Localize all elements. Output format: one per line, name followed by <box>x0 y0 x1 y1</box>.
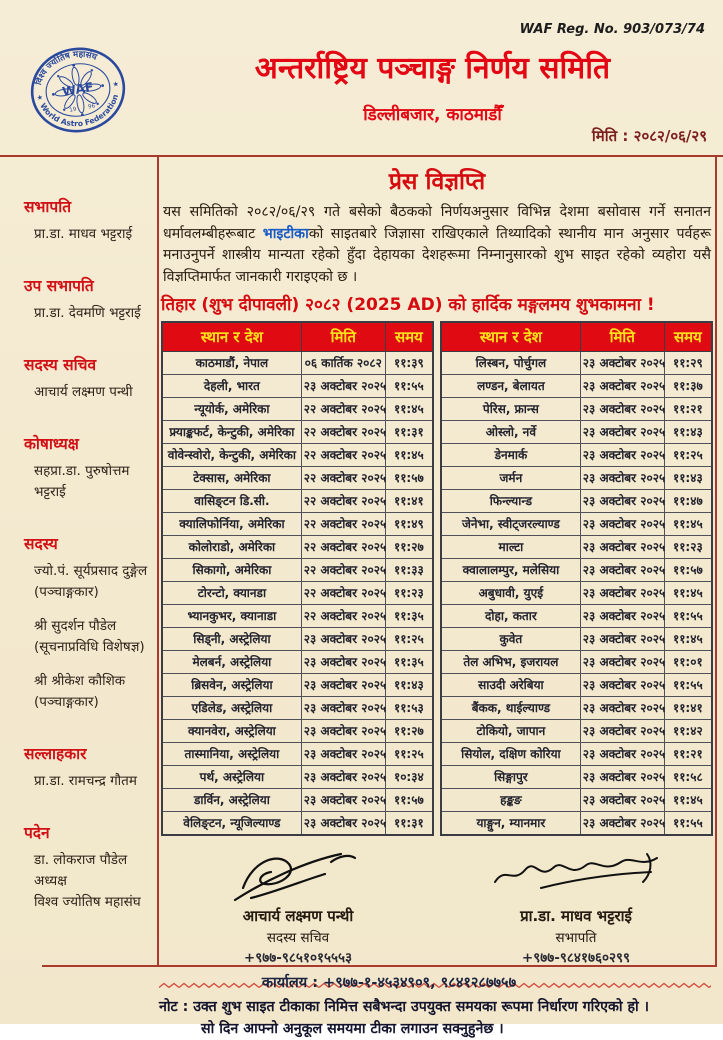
schedule-tables <box>161 321 713 836</box>
table-cell: लिस्बन, पोर्चुगल <box>441 352 580 375</box>
secretary-role: सदस्य सचिव <box>266 930 330 946</box>
bhaitika-highlight: भाइटीका <box>262 225 309 242</box>
header-date: मिति : २०८२/०६/२९ <box>591 127 707 145</box>
table-cell: ११:२७ <box>385 720 433 743</box>
sidebar-section-heading: सभापति <box>24 198 72 216</box>
sidebar-section <box>24 821 149 913</box>
table-cell: २३ अक्टोबर २०२५ <box>301 697 385 720</box>
logo-waf-text: WAF <box>61 78 95 100</box>
table-cell: टोरन्टो, क्यानडा <box>162 582 301 605</box>
sidebar-section-heading: सदस्य <box>24 535 58 553</box>
table-cell: २३ अक्टोबर २०२५ <box>580 605 664 628</box>
table-cell: ११:५५ <box>664 605 712 628</box>
sidebar-member-group <box>34 671 149 713</box>
table-cell: काठमाडौं, नेपाल <box>162 352 301 375</box>
table-cell: ११:३७ <box>664 375 712 398</box>
table-cell: ११:२५ <box>385 743 433 766</box>
sidebar-member-line: श्री श्रीकेश कौशिक <box>34 673 126 689</box>
signature-row <box>159 848 715 966</box>
table-cell: २३ अक्टोबर २०२५ <box>580 812 664 836</box>
table-row <box>162 766 433 789</box>
table-cell: ११:४३ <box>664 421 712 444</box>
column-header: मिति <box>301 322 385 352</box>
table-cell: ११:२५ <box>385 628 433 651</box>
table-row <box>441 605 712 628</box>
table-row <box>162 720 433 743</box>
table-cell: मेलबर्न, अस्ट्रेलिया <box>162 651 301 674</box>
table-cell: तेल अभिभ, इजरायल <box>441 651 580 674</box>
table-cell: वासिङ्टन डि.सी. <box>162 490 301 513</box>
sidebar-member-line: आचार्य लक्ष्मण पन्थी <box>34 384 133 400</box>
table-cell: २३ अक्टोबर २०२५ <box>580 720 664 743</box>
table-cell: फ्र्याङ्कफर्ट, केन्टुकी, अमेरिका <box>162 421 301 444</box>
table-cell: साउदी अरेबिया <box>441 674 580 697</box>
sidebar-member-line: प्रा.डा. देवमणि भट्टराई <box>34 305 141 321</box>
sidebar-member-group <box>34 850 149 913</box>
table-cell: ११:५५ <box>385 375 433 398</box>
table-row <box>162 605 433 628</box>
table-cell: जेनेभा, स्वीट्जरल्याण्ड <box>441 513 580 536</box>
body-text-before: यस समितिको २०८२/०६/२९ गते बसेको बैठकको निर्णयअनुसार विभिन्न देशमा बसोवास गर्ने सनातन धर्मावलम्बीहरूबाट <box>163 204 711 242</box>
table-cell: २२ अक्टोबर २०२५ <box>301 582 385 605</box>
column-header: समय <box>664 322 712 352</box>
table-cell: दोहा, कतार <box>441 605 580 628</box>
table-cell: २३ अक्टोबर २०२५ <box>580 421 664 444</box>
table-cell: २३ अक्टोबर २०२५ <box>580 628 664 651</box>
table-cell: ११:४५ <box>664 513 712 536</box>
table-cell: ११:४९ <box>385 513 433 536</box>
table-cell: एडिलेड, अस्ट्रेलिया <box>162 697 301 720</box>
tihar-greeting: तिहार (शुभ दीपावली) २०८२ (2025 AD) को हार्दिक मङ्गलमय शुभकामना ! <box>161 295 655 315</box>
secretary-name: आचार्य लक्ष्मण पन्थी <box>242 907 354 925</box>
sidebar-member-line: ज्यो.पं. सूर्यप्रसाद दुङ्गेल <box>34 563 148 579</box>
table-cell: २३ अक्टोबर २०२५ <box>580 674 664 697</box>
table-cell: ११:४२ <box>664 720 712 743</box>
table-cell: ११:५५ <box>664 812 712 836</box>
table-cell: २३ अक्टोबर २०२५ <box>301 720 385 743</box>
table-row <box>441 812 712 836</box>
table-cell: २३ अक्टोबर २०२५ <box>580 651 664 674</box>
right-border <box>715 155 717 965</box>
sidebar-section <box>24 532 149 713</box>
sidebar-member-line: प्रा.डा. माधव भट्टराई <box>34 226 133 242</box>
table-cell: ११:३५ <box>385 605 433 628</box>
sidebar-member-line: सहप्रा.डा. पुरुषोत्तम भट्टराई <box>34 463 130 500</box>
sidebar-member-line: श्री सुदर्शन पौडेल <box>34 618 117 634</box>
table-row <box>441 651 712 674</box>
table-cell: टेक्सास, अमेरिका <box>162 467 301 490</box>
table-cell: देहली, भारत <box>162 375 301 398</box>
sidebar-member-line: (पञ्चाङ्गकार) <box>34 584 99 600</box>
secretary-signature-image <box>178 848 418 906</box>
sidebar-section <box>24 274 149 324</box>
waf-logo-seal <box>28 40 128 140</box>
sidebar-section-heading: सल्लाहकार <box>24 745 87 763</box>
table-cell: ११:३१ <box>385 421 433 444</box>
table-row <box>441 674 712 697</box>
table-cell: ब्रिसवेन, अस्ट्रेलिया <box>162 674 301 697</box>
table-cell: ११:३३ <box>385 559 433 582</box>
table-cell: ११:२३ <box>385 582 433 605</box>
table-cell: २३ अक्टोबर २०२५ <box>580 444 664 467</box>
sidebar-member-group <box>34 561 149 603</box>
table-cell: २२ अक्टोबर २०२५ <box>301 398 385 421</box>
sidebar-member-group <box>34 771 149 792</box>
table-row <box>441 536 712 559</box>
table-cell: २३ अक्टोबर २०२५ <box>580 536 664 559</box>
table-cell: २३ अक्टोबर २०२५ <box>580 766 664 789</box>
table-cell: बैंकक, थाईल्याण्ड <box>441 697 580 720</box>
table-cell: ११:२५ <box>664 444 712 467</box>
table-cell: ११:४५ <box>664 628 712 651</box>
table-row <box>441 352 712 375</box>
table-cell: वोवेन्स्वोरो, केन्टुकी, अमेरिका <box>162 444 301 467</box>
sidebar-member-line: (सूचनाप्रविधि विशेषज्ञ) <box>34 639 145 655</box>
signature-block-chairman <box>456 848 696 966</box>
table-row <box>441 421 712 444</box>
table-row <box>441 467 712 490</box>
table-cell: ११:५८ <box>664 766 712 789</box>
table-cell: २३ अक्टोबर २०२५ <box>580 490 664 513</box>
table-cell: सिड्नी, अस्ट्रेलिया <box>162 628 301 651</box>
signature-block-secretary <box>178 848 418 966</box>
table-row <box>441 628 712 651</box>
table-cell: २२ अक्टोबर २०२५ <box>301 559 385 582</box>
main-content <box>159 157 715 1040</box>
table-row <box>162 697 433 720</box>
table-row <box>441 513 712 536</box>
table-cell: ११:३५ <box>385 651 433 674</box>
table-cell: कुवेत <box>441 628 580 651</box>
sidebar-section <box>24 432 149 503</box>
table-row <box>162 743 433 766</box>
column-header: समय <box>385 322 433 352</box>
table-row <box>162 352 433 375</box>
sidebar-member-line: (पञ्चाङ्गकार) <box>34 694 99 710</box>
table-cell: २३ अक्टोबर २०२५ <box>580 513 664 536</box>
table-row <box>162 674 433 697</box>
table-cell: सियोल, दक्षिण कोरिया <box>441 743 580 766</box>
chairman-name: प्रा.डा. माधव भट्टराई <box>520 907 632 925</box>
sidebar-member-line: विश्व ज्योतिष महासंघ <box>34 894 141 910</box>
table-cell: ११:३१ <box>385 812 433 836</box>
note-block <box>159 996 715 1040</box>
table-row <box>162 582 433 605</box>
table-row <box>441 490 712 513</box>
table-cell: पर्थ, अस्ट्रेलिया <box>162 766 301 789</box>
table-cell: जर्मन <box>441 467 580 490</box>
table-cell: तास्मानिया, अस्ट्रेलिया <box>162 743 301 766</box>
table-cell: हङ्कङ <box>441 789 580 812</box>
table-cell: माल्टा <box>441 536 580 559</box>
header-titles <box>150 0 715 125</box>
table-row <box>162 628 433 651</box>
table-row <box>441 743 712 766</box>
table-cell: डेनमार्क <box>441 444 580 467</box>
table-row <box>441 398 712 421</box>
table-row <box>441 766 712 789</box>
table-row <box>441 697 712 720</box>
sidebar-member-group <box>34 461 149 503</box>
table-row <box>162 398 433 421</box>
sidebar-section <box>24 195 149 245</box>
table-cell: ११:२९ <box>664 352 712 375</box>
table-row <box>162 536 433 559</box>
sidebar-member-group <box>34 382 149 403</box>
office-contact-line: कार्यालय : +९७७-१-४५३४९०९, ९८४१२८७७५७ <box>261 975 517 991</box>
table-cell: ०६ कार्तिक २०८२ <box>301 352 385 375</box>
table-cell: २३ अक्टोबर २०२५ <box>301 743 385 766</box>
secretary-phone: +९७७-९८५१०१५५५३ <box>243 950 353 966</box>
table-cell: ११:५७ <box>385 467 433 490</box>
press-release-title: प्रेस विज्ञप्ति <box>388 169 486 195</box>
schedule-table-right <box>440 321 713 836</box>
table-cell: ११:४५ <box>385 444 433 467</box>
table-cell: २२ अक्टोबर २०२५ <box>301 467 385 490</box>
column-header: स्थान र देश <box>162 322 301 352</box>
table-cell: २३ अक्टोबर २०२५ <box>580 559 664 582</box>
table-cell: ११:२१ <box>664 743 712 766</box>
table-row <box>441 720 712 743</box>
chairman-signature-image <box>456 848 696 906</box>
table-cell: टोकियो, जापान <box>441 720 580 743</box>
table-cell: ११:२७ <box>385 536 433 559</box>
sidebar-member-line: अध्यक्ष <box>34 873 67 889</box>
table-cell: २३ अक्टोबर २०२५ <box>301 766 385 789</box>
logo-star-right: ★ <box>111 79 120 89</box>
table-cell: ११:५५ <box>664 674 712 697</box>
note-line-1: नोट : उक्त शुभ साइत टीकाका निमित्त सबैभन्दा उपयुक्त समयका रूपमा निर्धारण गरिएको हो । <box>159 999 650 1015</box>
table-cell: लण्डन, बेलायत <box>441 375 580 398</box>
table-cell: ११:४३ <box>664 467 712 490</box>
organization-address: डिल्लीबजार, काठमाडौँ <box>363 105 502 125</box>
table-cell: २३ अक्टोबर २०२५ <box>580 697 664 720</box>
table-cell: ११:४५ <box>664 789 712 812</box>
table-cell: फिन्ल्यान्ड <box>441 490 580 513</box>
note-line-2: सो दिन आफ्नो अनुकूल समयमा टीका लगाउन सक्नुहुनेछ । <box>201 1021 504 1037</box>
committee-sidebar <box>0 157 155 942</box>
waf-logo <box>28 40 128 140</box>
table-row <box>162 513 433 536</box>
sidebar-member-line: प्रा.डा. रामचन्द्र गौतम <box>34 773 137 789</box>
logo-ring-top-text: विश्व ज्योतिष महासंघ <box>33 49 99 87</box>
table-cell: २३ अक्टोबर २०२५ <box>580 743 664 766</box>
schedule-table-left <box>161 321 434 836</box>
table-cell: ११:५७ <box>385 789 433 812</box>
sidebar-member-group <box>34 616 149 658</box>
table-row <box>162 421 433 444</box>
sidebar-member-group <box>34 303 149 324</box>
table-cell: क्यालिफोर्निया, अमेरिका <box>162 513 301 536</box>
sidebar-member-group <box>34 224 149 245</box>
logo-year-right: 96 <box>87 103 96 111</box>
table-row <box>441 559 712 582</box>
table-cell: ११:५३ <box>385 697 433 720</box>
table-cell: ११:३९ <box>385 352 433 375</box>
table-cell: २३ अक्टोबर २०२५ <box>301 674 385 697</box>
table-cell: अबुधावी, युएई <box>441 582 580 605</box>
table-cell: ११:४७ <box>664 490 712 513</box>
table-cell: २२ अक्टोबर २०२५ <box>301 421 385 444</box>
table-row <box>162 812 433 836</box>
table-cell: ११:४५ <box>664 582 712 605</box>
table-row <box>441 789 712 812</box>
organization-title: अन्तर्राष्ट्रिय पञ्चाङ्ग निर्णय समिति <box>254 51 611 86</box>
table-cell: कोलोराडो, अमेरिका <box>162 536 301 559</box>
table-cell: क्वालालम्पुर, मलेसिया <box>441 559 580 582</box>
table-cell: सिङ्गापुर <box>441 766 580 789</box>
chairman-phone: +९७७-९८४१७६०२९९ <box>521 950 631 966</box>
table-cell: क्यानवेरा, अस्ट्रेलिया <box>162 720 301 743</box>
chairman-role: सभापति <box>555 930 597 946</box>
table-cell: ११:४३ <box>385 674 433 697</box>
table-cell: २३ अक्टोबर २०२५ <box>580 467 664 490</box>
table-cell: वेलिङ्टन, न्यूजिल्याण्ड <box>162 812 301 836</box>
table-cell: न्यूयोर्क, अमेरिका <box>162 398 301 421</box>
table-cell: ११:४१ <box>385 490 433 513</box>
table-cell: भ्यानकुभर, क्यानाडा <box>162 605 301 628</box>
table-cell: २३ अक्टोबर २०२५ <box>301 789 385 812</box>
table-cell: २३ अक्टोबर २०२५ <box>301 651 385 674</box>
table-cell: २३ अक्टोबर २०२५ <box>301 375 385 398</box>
table-cell: २३ अक्टोबर २०२५ <box>580 789 664 812</box>
column-header: मिति <box>580 322 664 352</box>
body-paragraph <box>163 202 711 288</box>
sidebar-section-heading: सदस्य सचिव <box>24 356 97 374</box>
body-text-after: को साइतबारे जिज्ञासा राखिएकाले तिथ्यादिको स्थानीय मान अनुसार पर्वहरू मनाउनुपर्ने शास्त्रीय मान्यता रहेको हुँदा देहायका देशहरूमा निम्नानुसारको शुभ साइत रहेको व्यहोरा यसै विज्ञप्तिमार्फत जानकारी गराइएको छ । <box>163 225 711 285</box>
table-cell: २३ अक्टोबर २०२५ <box>580 582 664 605</box>
table-cell: २३ अक्टोबर २०२५ <box>580 352 664 375</box>
table-cell: डार्विन, अस्ट्रेलिया <box>162 789 301 812</box>
table-row <box>162 467 433 490</box>
table-cell: २२ अक्टोबर २०२५ <box>301 490 385 513</box>
table-row <box>441 582 712 605</box>
registration-number: WAF Reg. No. 903/073/74 <box>519 22 705 37</box>
table-cell: ११:२३ <box>664 536 712 559</box>
table-cell: याङ्गुन, म्यानमार <box>441 812 580 836</box>
table-cell: २२ अक्टोबर २०२५ <box>301 513 385 536</box>
table-row <box>162 444 433 467</box>
table-row <box>162 559 433 582</box>
table-cell: ११:०१ <box>664 651 712 674</box>
table-cell: ११:४५ <box>385 398 433 421</box>
sidebar-section-heading: उप सभापति <box>24 277 94 295</box>
table-cell: २२ अक्टोबर २०२५ <box>301 536 385 559</box>
table-cell: १०:३४ <box>385 766 433 789</box>
table-row <box>162 490 433 513</box>
table-row <box>162 375 433 398</box>
table-cell: ११:५७ <box>664 559 712 582</box>
logo-year-left: 19 <box>68 106 77 114</box>
table-row <box>162 789 433 812</box>
table-cell: २३ अक्टोबर २०२५ <box>301 628 385 651</box>
table-cell: २३ अक्टोबर २०२५ <box>301 812 385 836</box>
sidebar-member-line: डा. लोकराज पौडेल <box>34 852 128 868</box>
table-cell: २२ अक्टोबर २०२५ <box>301 444 385 467</box>
table-cell: ओस्लो, नर्वे <box>441 421 580 444</box>
table-cell: २३ अक्टोबर २०२५ <box>580 375 664 398</box>
sidebar-section <box>24 742 149 792</box>
table-cell: २२ अक्टोबर २०२५ <box>301 605 385 628</box>
sidebar-section <box>24 353 149 403</box>
table-row <box>441 444 712 467</box>
table-cell: ११:२१ <box>664 398 712 421</box>
table-cell: सिकागो, अमेरिका <box>162 559 301 582</box>
logo-star-left: ★ <box>36 93 44 103</box>
sidebar-section-heading: कोषाध्यक्ष <box>24 435 79 453</box>
sidebar-section-heading: पदेन <box>24 824 50 842</box>
table-cell: ११:४१ <box>664 697 712 720</box>
table-cell: पेरिस, फ्रान्स <box>441 398 580 421</box>
table-cell: २३ अक्टोबर २०२५ <box>580 398 664 421</box>
column-header: स्थान र देश <box>441 322 580 352</box>
logo-ring-bottom-text: World Astro Federation <box>38 93 121 129</box>
table-row <box>441 375 712 398</box>
table-row <box>162 651 433 674</box>
